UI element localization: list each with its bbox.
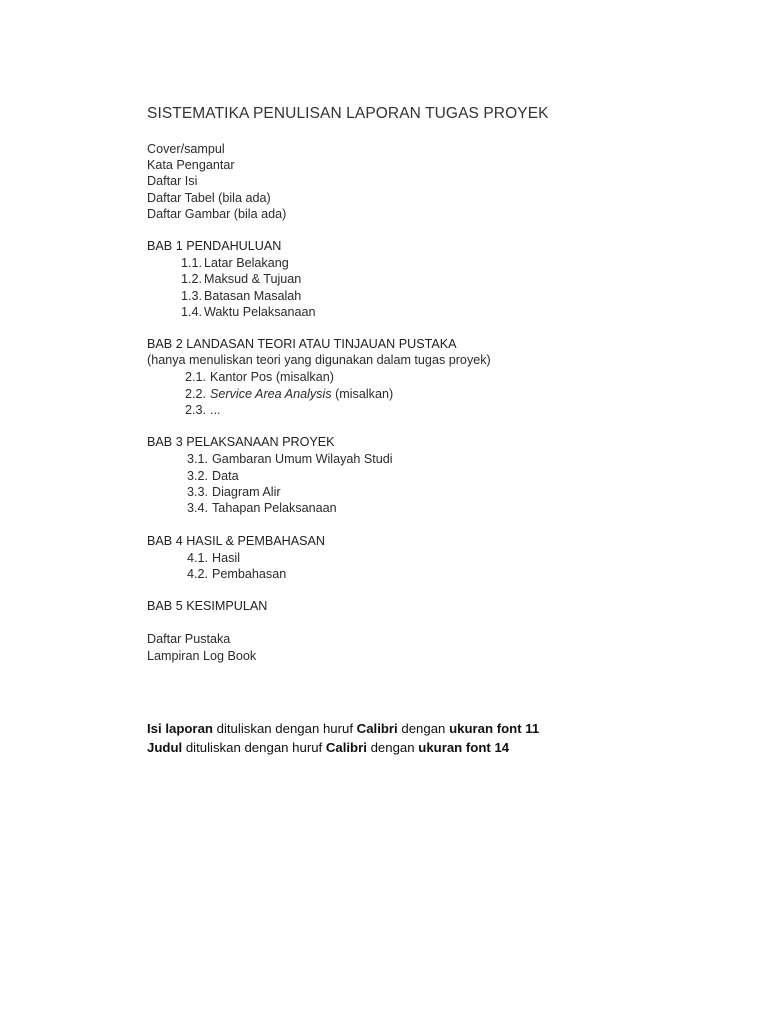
subsection-label-italic: Service Area Analysis	[210, 387, 332, 401]
note-text: dengan	[397, 721, 450, 736]
subsection-label: ...	[210, 403, 221, 417]
document-title: SISTEMATIKA PENULISAN LAPORAN TUGAS PROYEK	[147, 105, 549, 122]
subsection-number: 1.4.	[181, 305, 203, 319]
chapter-heading: BAB 4 HASIL & PEMBAHASAN	[147, 534, 326, 548]
subsection-label: Gambaran Umum Wilayah Studi	[212, 452, 393, 466]
note-font: Calibri	[325, 740, 367, 755]
subsection-number: 3.1.	[187, 452, 209, 466]
subsection-item	[181, 288, 301, 304]
chapter-note: (hanya menuliskan teori yang digunakan dalam tugas proyek)	[147, 353, 491, 367]
subsection-item	[185, 402, 221, 418]
subsection-label: Waktu Pelaksanaan	[204, 305, 316, 319]
subsection-number: 1.2.	[181, 272, 203, 286]
back-matter-item: Lampiran Log Book	[147, 649, 257, 663]
front-matter-item: Kata Pengantar	[147, 158, 235, 172]
subsection-item	[187, 468, 239, 484]
note-subject: Judul	[147, 740, 183, 755]
formatting-note-body	[147, 720, 539, 738]
subsection-item	[181, 255, 289, 271]
subsection-item	[187, 550, 240, 566]
subsection-number: 4.2.	[187, 567, 209, 581]
back-matter-item: Daftar Pustaka	[147, 632, 231, 646]
chapter-heading: BAB 2 LANDASAN TEORI ATAU TINJAUAN PUSTAKA	[147, 337, 457, 351]
subsection-label: Pembahasan	[212, 567, 287, 581]
chapter-heading: BAB 3 PELAKSANAAN PROYEK	[147, 435, 335, 449]
subsection-label: Kantor Pos (misalkan)	[210, 370, 334, 384]
subsection-item	[187, 484, 281, 500]
subsection-number: 3.3.	[187, 485, 209, 499]
front-matter-item: Daftar Tabel (bila ada)	[147, 191, 271, 205]
subsection-number: 3.4.	[187, 501, 209, 515]
subsection-item	[187, 566, 286, 582]
subsection-label: Batasan Masalah	[204, 289, 302, 303]
subsection-label: Tahapan Pelaksanaan	[212, 501, 337, 515]
note-size: ukuran font 11	[449, 721, 540, 736]
chapter-heading: BAB 1 PENDAHULUAN	[147, 239, 282, 253]
note-size: ukuran font 14	[418, 740, 510, 755]
subsection-item	[181, 304, 316, 320]
formatting-note-title	[147, 739, 509, 757]
subsection-item	[187, 451, 393, 467]
note-subject: Isi laporan	[147, 721, 213, 736]
note-text: dituliskan dengan huruf	[212, 721, 357, 736]
subsection-number: 3.2.	[187, 469, 209, 483]
subsection-number: 1.3.	[181, 289, 203, 303]
subsection-number: 2.2.	[185, 387, 207, 401]
front-matter-item: Daftar Isi	[147, 174, 198, 188]
subsection-label: Latar Belakang	[204, 256, 289, 270]
front-matter-item: Daftar Gambar (bila ada)	[147, 207, 287, 221]
subsection-number: 2.1.	[185, 370, 207, 384]
subsection-label-suffix: (misalkan)	[331, 387, 394, 401]
subsection-label: Data	[212, 469, 239, 483]
subsection-number: 1.1.	[181, 256, 203, 270]
subsection-label: Diagram Alir	[212, 485, 281, 499]
note-text: dituliskan dengan huruf	[182, 740, 326, 755]
subsection-label: Hasil	[212, 551, 241, 565]
subsection-label: Maksud & Tujuan	[204, 272, 302, 286]
note-text: dengan	[366, 740, 419, 755]
subsection-item	[187, 500, 337, 516]
subsection-item	[181, 271, 301, 287]
subsection-item	[185, 369, 334, 385]
chapter-heading: BAB 5 KESIMPULAN	[147, 599, 268, 613]
note-font: Calibri	[356, 721, 398, 736]
front-matter-item: Cover/sampul	[147, 142, 225, 156]
subsection-item	[185, 386, 393, 402]
subsection-number: 2.3.	[185, 403, 207, 417]
subsection-number: 4.1.	[187, 551, 209, 565]
